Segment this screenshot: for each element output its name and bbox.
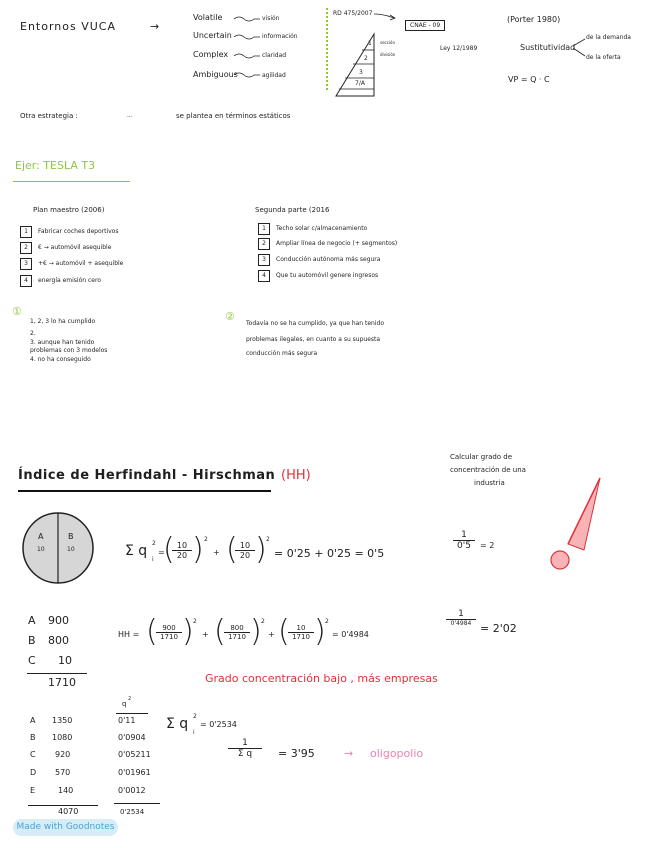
second-item-1-box: 1 [258,223,270,235]
inv1-result: = 2 [480,541,495,550]
eq2-sup-2: 2 [261,618,265,625]
eq1-frac-2 [235,541,255,560]
porter-branch-2: de la oferta [586,54,621,61]
second-item-3-box: 3 [258,254,270,266]
eq2-paren-close-1: ) [182,614,194,649]
t1-row-a-value: 900 [48,614,69,627]
eq2-sup-3: 2 [325,618,329,625]
t2-row-e-q: 0'0012 [118,786,146,795]
pyramid-level-3: 3 [359,69,363,76]
t1-row-c-label: C [28,654,36,667]
note-left-line-2: 2. [30,330,36,337]
note-left-line-5: 4. no ha conseguido [30,356,91,363]
circle-value-b: 10 [67,546,75,553]
inv2-num: 1 [446,609,476,620]
t1-row-b-label: B [28,634,36,647]
porter-branch-1: de la demanda [586,34,631,41]
eq2-result: = 0'4984 [332,630,369,639]
t1-row-c-value: 10 [58,654,72,667]
arrow-icon: → [150,20,160,33]
t1-total: 1710 [48,676,76,689]
eq2-paren-open-2: ( [214,614,226,649]
eq1-sup-2: 2 [266,536,270,543]
plan-item-2-box: 2 [20,242,32,254]
eq2-f2-num: 800 [224,624,250,633]
plan-item-2: € → automóvil asequible [38,244,112,251]
pyramid-level-1: 1 [368,40,372,47]
t2-row-e-label: E [30,786,36,795]
t2-row-a-value: 1350 [52,716,73,725]
eq1-result: = 0'25 + 0'25 = 0'5 [274,547,385,560]
eq1-sum: Σ q [125,543,148,559]
t2-header: q [122,700,127,708]
eq2-frac-1 [156,624,182,641]
pyramid-side-2: división [380,52,396,57]
vuca-meaning-3: claridad [262,52,287,59]
eq2-paren-open-1: ( [146,614,158,649]
t1-row-a-label: A [28,614,36,627]
inv1-num: 1 [453,530,475,541]
vuca-word-2: Uncertain [193,31,232,40]
circle-label-b: B [68,532,74,541]
static-right: se plantea en términos estáticos [176,112,291,120]
eq1-paren-close-1: ) [192,532,204,567]
inv3-word: oligopolio [370,747,424,760]
eq1-f1-den: 20 [176,551,188,560]
pyramid-level-2: 2 [364,55,368,62]
inv2-result: = 2'02 [480,622,517,635]
t1-total-line [27,673,87,674]
eq2-paren-close-3: ) [314,614,326,649]
t2-total-q: 0'2534 [120,808,145,816]
note-left-line-3: 3. aunque han tenido [30,339,95,346]
t2-row-c-value: 920 [55,750,71,759]
t2-row-a-label: A [30,716,36,725]
inv3-arrow: → [344,747,354,760]
plan-item-4: energía emisión cero [38,277,101,284]
porter-formula: VP = Q · C [508,75,550,84]
second-part-title: Segunda parte (2016 [255,206,330,214]
eq3-sub: i [193,729,195,736]
eq2-plus-1: + [202,630,209,639]
second-item-3: Conducción autónoma más segura [276,256,381,263]
t2-row-c-label: C [30,750,36,759]
law-label: Ley 12/1989 [440,45,478,52]
green-divider [326,8,328,90]
inv1-den: 0'5 [457,541,471,551]
eq3-sum: Σ q [166,716,189,732]
second-item-4: Que tu automóvil genere ingresos [276,272,379,279]
t2-total: 4070 [58,807,79,816]
t2-row-d-label: D [30,768,37,777]
inv3-result: = 3'95 [278,747,315,760]
pyramid-level-4: 7/A [355,80,365,87]
cnae-box: CNAE - 09 [405,20,445,31]
eq2-sup-1: 2 [193,618,197,625]
vuca-title: Entornos VUCA [20,20,117,33]
eq2-frac-3 [288,624,314,641]
eq1-paren-open-2: ( [226,532,238,567]
vuca-squiggle-arrows [232,14,266,80]
eq1-eq: = [158,548,165,557]
t2-total-q-line [114,803,160,804]
vuca-word-1: Volatile [193,13,223,22]
eq2-frac-2 [224,624,250,641]
inv3-num: 1 [228,738,262,749]
t2-row-e-value: 140 [58,786,74,795]
vuca-meaning-4: agilidad [262,72,286,79]
eq2-f1-den: 1710 [160,633,178,641]
plan-item-3: +€ → automóvil + asequible [38,260,124,267]
goodnotes-badge[interactable]: Made with Goodnotes [13,819,118,836]
eq1-plus: + [213,548,220,557]
note-right-line-2: problemas ilegales, en cuanto a su supuesta [246,336,381,343]
eq3-result: = 0'2534 [200,720,237,729]
note-right-line-3: conducción más segura [246,350,318,357]
eq2-paren-open-3: ( [278,614,290,649]
t2-header-sup: 2 [128,696,132,702]
eq2-plus-2: + [268,630,275,639]
second-item-1: Techo solar c/almacenamiento [276,225,368,232]
eq1-sub: i [152,556,154,563]
note-left-marker: ① [12,305,22,318]
eq1-f2-den: 20 [239,551,251,560]
plan-item-4-box: 4 [20,275,32,287]
t2-row-d-q: 0'01961 [118,768,151,777]
hh-note-1: Calcular grado de [450,453,513,461]
t2-row-a-q: 0'11 [118,716,136,725]
plan-item-1: Fabricar coches deportivos [38,228,119,235]
eq1-f2-num: 10 [235,541,255,551]
static-left: Otra estrategia : [20,112,78,120]
static-dots: ... [127,112,133,119]
eq2-f3-den: 1710 [292,633,310,641]
note-right-line-1: Todavía no se ha cumplido, ya que han tenido [246,320,385,327]
hh-note-3: industria [474,479,505,487]
plan-master-title: Plan maestro (2006) [33,206,105,214]
hh-title: Índice de Herfindahl - Hirschman [18,468,276,483]
eq1-frac-1 [172,541,192,560]
porter-year: (Porter 1980) [507,15,561,24]
second-item-4-box: 4 [258,270,270,282]
inv2-frac [446,609,476,627]
inv1-frac [453,530,475,551]
eq2-f3-num: 10 [288,624,314,633]
plan-item-1-box: 1 [20,226,32,238]
inv2-den: 0'4984 [450,620,472,627]
hh-note-2: concentración de una [450,466,526,474]
inv3-den: Σ q [237,749,253,759]
note-left-line-4: problemas con 3 modelos [30,347,108,354]
t2-row-d-value: 570 [55,768,71,777]
eq2-f1-num: 900 [156,624,182,633]
vuca-word-4: Ambiguous [193,70,238,79]
vuca-word-3: Complex [193,50,229,59]
vuca-meaning-2: información [262,33,298,40]
eq3-sup: 2 [193,713,197,720]
pyramid-side-1: sección [380,40,396,45]
second-item-2-box: 2 [258,238,270,250]
circle-label-a: A [38,532,44,541]
plan-item-3-box: 3 [20,258,32,270]
note-left-line-1: 1, 2, 3 lo ha cumplido [30,318,96,325]
t1-row-b-value: 800 [48,634,69,647]
hh-conclusion: Grado concentración bajo , más empresas [205,672,438,685]
eq2-label: HH = [118,630,140,639]
eq2-paren-close-2: ) [250,614,262,649]
eq1-sup: 2 [152,540,156,547]
red-pointer-icon [540,470,610,580]
t2-row-b-q: 0'0904 [118,733,146,742]
eq1-paren-open-1: ( [163,532,175,567]
t2-header-line [116,713,148,714]
example-title: Ejer: TESLA T3 [15,159,96,172]
t2-row-c-q: 0'05211 [118,750,151,759]
inv3-frac [228,738,262,759]
hh-title-underline [18,490,271,492]
t2-row-b-value: 1080 [52,733,73,742]
example-underline [13,181,130,182]
market-share-circle [20,510,96,586]
eq1-paren-close-2: ) [255,532,267,567]
t2-total-line [28,805,98,806]
second-item-2: Ampliar línea de negocio (+ segmentos) [276,240,398,247]
circle-value-a: 10 [37,546,45,553]
eq1-f1-num: 10 [172,541,192,551]
eq2-f2-den: 1710 [228,633,246,641]
t2-row-b-label: B [30,733,36,742]
vuca-meaning-1: visión [262,15,280,22]
rd-label: RD 475/2007 [333,10,373,17]
eq1-sup-1: 2 [204,536,208,543]
hh-abbr: (HH) [281,468,311,483]
porter-concept: Sustitutividad [520,43,576,52]
note-right-marker: ② [225,310,235,323]
